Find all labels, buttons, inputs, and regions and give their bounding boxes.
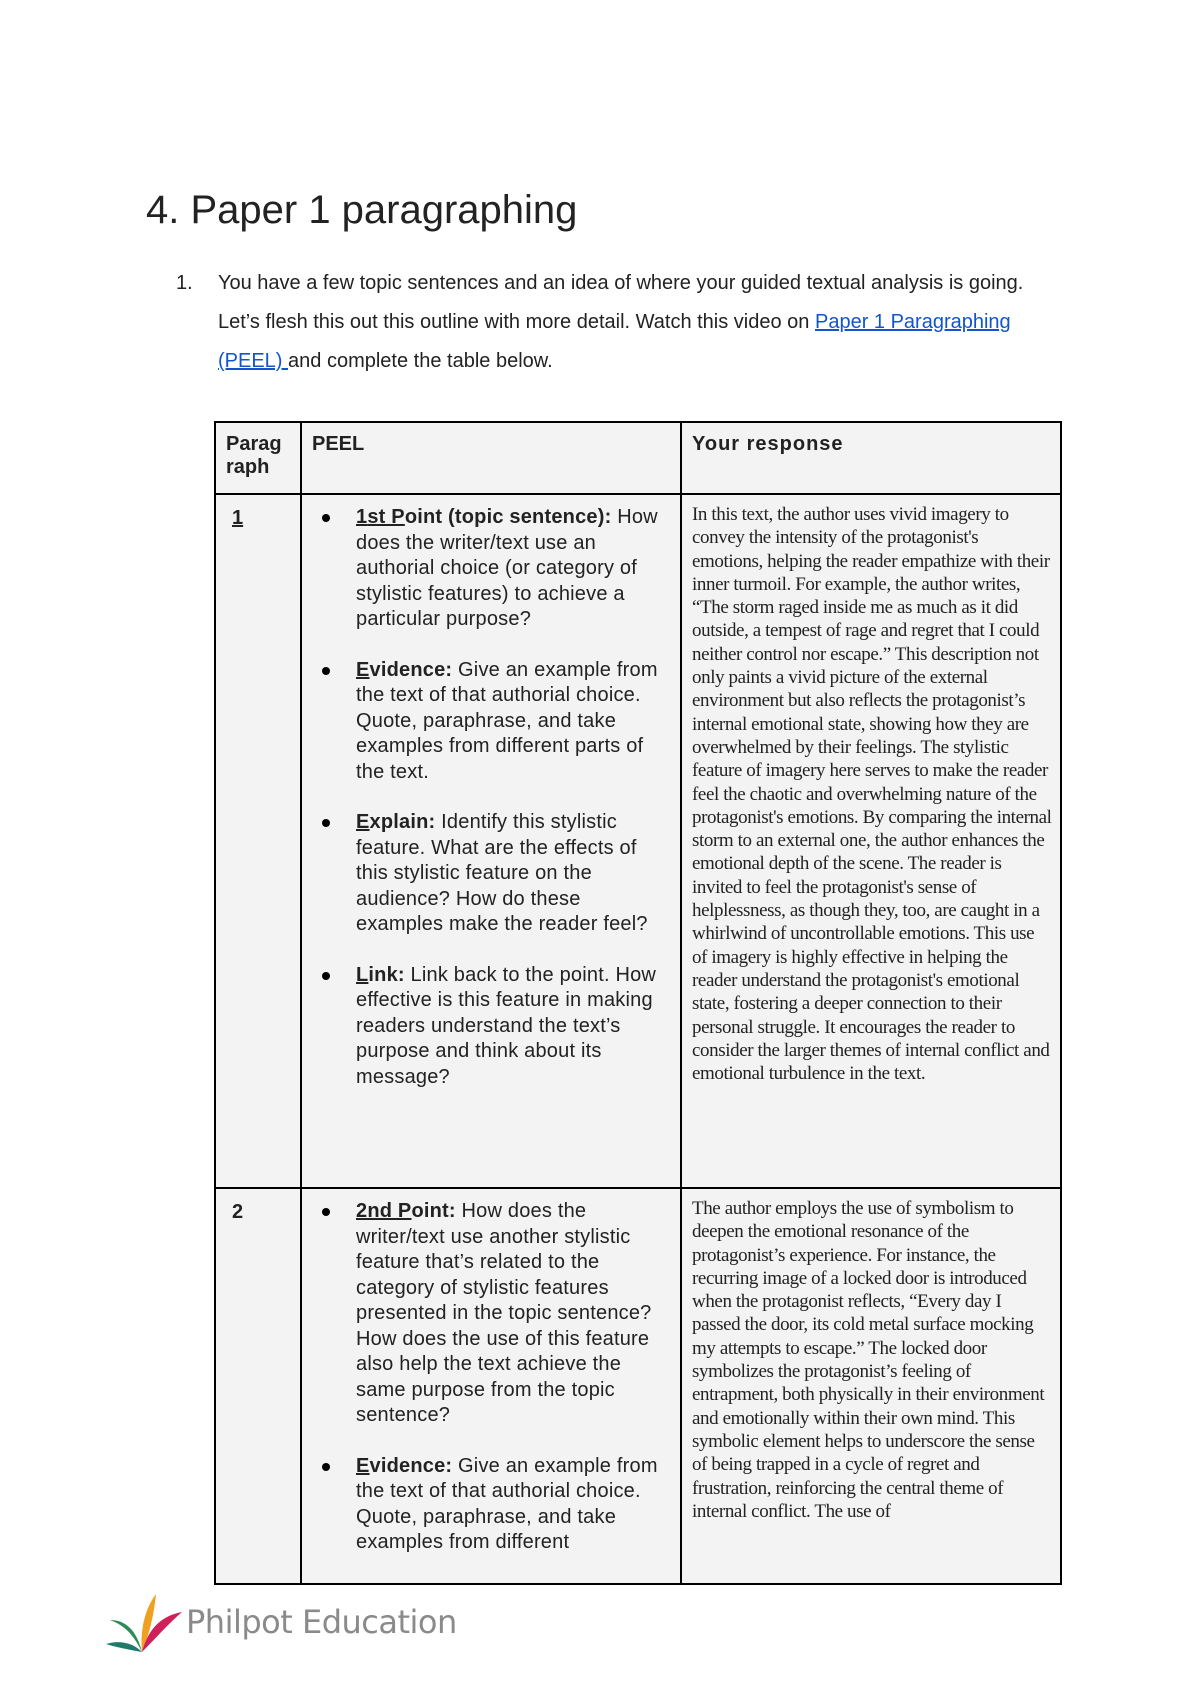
peel-item-explain: Explain: Identify this stylistic feature. What are the effects of this stylistic feature on the audience? How do these examples make the reader feel? (356, 810, 672, 938)
response-text: The author employs the use of symbolism to deepen the emotional resonance of the protagonist’s experience. For instance, the recurring image of a locked door is introduced when the protagonist reflects, “Every day I passed the door, its cold metal surface mocking my attempts to escape.” The locked door symbolizes the protagonist’s feeling of entrapment, both physically in their environment and emotionally within their own mind. This symbolic element helps to underscore the sense of being trapped in a cycle of regret and frustration, reinforcing the central theme of internal conflict. The use of (692, 1198, 1045, 1522)
table-row (215, 1188, 1061, 1584)
peel-item-link: Link: Link back to the point. How effective is this feature in making readers understand the text’s purpose and think about its message? (356, 963, 672, 1091)
header-peel: PEEL (301, 422, 681, 494)
peel-item-point: 1st Point (topic sentence): How does the writer/text use an authorial choice (or category of stylistic features) to achieve a particular purpose? (356, 505, 672, 633)
bullet-icon (322, 1208, 330, 1216)
header-response: Your response (681, 422, 1061, 494)
bullet-icon (322, 667, 330, 675)
instruction-text-before: You have a few topic sentences and an idea of where your guided textual analysis is going. Let’s flesh this out this outline with more detail. Watch this video on (218, 272, 1024, 333)
peel-table (214, 421, 1062, 1585)
footer-brand: Philpot Education (186, 1603, 457, 1641)
peel-item-point: 2nd Point: How does the writer/text use another stylistic feature that’s related to the category of stylistic features presented in the topic sentence? How does the use of this feature also help the text achieve the same purpose from the topic sentence? (356, 1199, 672, 1429)
bullet-icon (322, 972, 330, 980)
peel-item-evidence: Evidence: Give an example from the text of that authorial choice. Quote, paraphrase, and take examples from different (356, 1454, 672, 1556)
instruction-text-after: and complete the table below. (288, 350, 553, 372)
peel-item-evidence: Evidence: Give an example from the text of that authorial choice. Quote, paraphrase, and take examples from different parts of the text. (356, 658, 672, 786)
bullet-icon (322, 1463, 330, 1471)
paragraph-number: 1 (215, 494, 301, 1188)
page-title: 4. Paper 1 paragraphing (146, 188, 578, 232)
peel-video-link[interactable]: Paper 1 Paragraphing (PEEL) (218, 311, 1011, 372)
response-cell[interactable] (681, 1188, 1061, 1584)
response-cell[interactable]: In this text, the author uses vivid imagery to convey the intensity of the protagonist's emotions, helping the reader empathize with their inner turmoil. For example, the author writes, “The storm raged inside me as much as it did outside, a tempest of rage and regret that I could neither control nor escape.” This description not only paints a vivid picture of the external environment but also reflects the protagonist’s internal emotional state, showing how they are overwhelmed by their feelings. The stylistic feature of imagery here serves to make the reader feel the chaotic and overwhelming nature of the protagonist's emotions. By comparing the internal storm to an external one, the author enhances the emotional depth of the scene. The reader is invited to feel the protagonist's sense of helplessness, as though they, too, are caught in a whirlwind of uncontrollable emotions. This use of imagery is highly effective in helping the reader understand the protagonist's emotional state, fostering a deeper connection to their personal struggle. It encourages the reader to consider the larger themes of internal conflict and emotional turbulence in the text. (681, 494, 1061, 1188)
instruction-number: 1. (176, 272, 193, 294)
peel-guidance-cell (301, 494, 681, 1188)
peel-guidance-cell (301, 1188, 681, 1584)
leaf-logo-icon (104, 1586, 184, 1661)
bullet-icon (322, 514, 330, 522)
table-row (215, 494, 1061, 1188)
paragraph-number: 2 (215, 1188, 301, 1584)
header-paragraph: Parag raph (215, 422, 301, 494)
bullet-icon (322, 819, 330, 827)
instruction-item (176, 264, 1056, 381)
instruction-text (218, 264, 1056, 381)
instructions-list (176, 264, 1056, 381)
table-header-row (215, 422, 1061, 494)
